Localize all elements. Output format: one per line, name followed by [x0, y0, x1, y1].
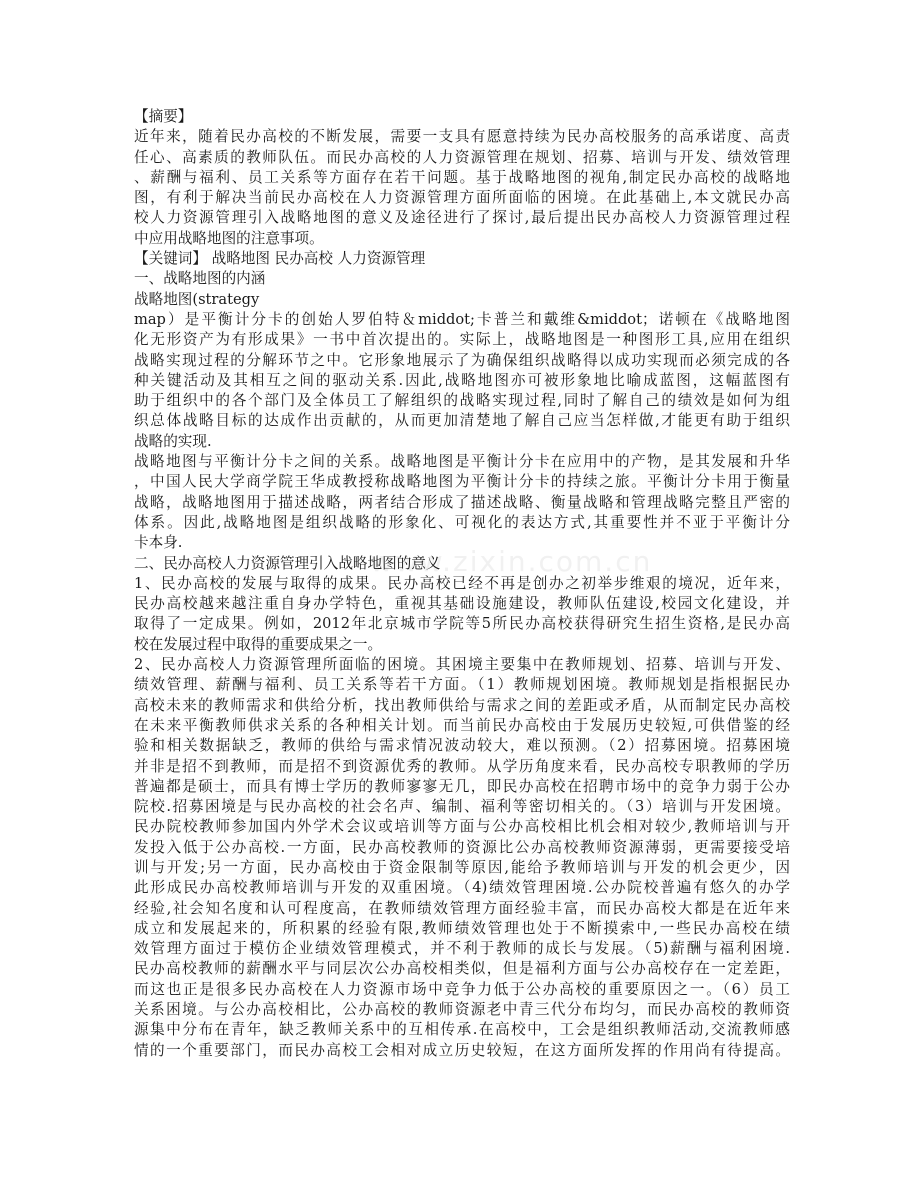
text-line: 源集中分布在青年，缺乏教师关系中的互相传承.在高校中，工会是组织教师活动,交流教师感: [134, 1021, 790, 1039]
text-line: 情的一个重要部门，而民办高校工会相对成立历史较短，在这方面所发挥的作用尚有待提高。: [134, 1041, 790, 1059]
text-line: 院校.招募困境是与民办高校的社会名声、编制、福利等密切相关的。（3）培训与开发困境。: [134, 798, 790, 816]
text-line: 校人力资源管理引入战略地图的意义及途径进行了探讨,最后提出民办高校人力资源管理过程: [134, 209, 790, 227]
text-line: 体系。因此,战略地图是组织战略的形象化、可视化的表达方式,其重要性并不亚于平衡计分: [134, 513, 790, 531]
text-line: 关系困境。与公办高校相比，公办高校的教师资源老中青三代分布均匀，而民办高校的教师资: [134, 1001, 790, 1019]
text-line: 近年来，随着民办高校的不断发展，需要一支具有愿意持续为民办高校服务的高承诺度、高责: [134, 128, 790, 146]
text-line: 验和相关数据缺乏，教师的供给与需求情况波动较大，难以预测。（2）招募困境。招募困境: [134, 737, 790, 755]
text-line: 经验,社会知名度和认可程度高，在教师绩效管理方面经验丰富，而民办高校大都是在近年来: [134, 899, 790, 917]
text-line: 高校未来的教师需求和供给分析，找出教师供给与需求之间的差距或矛盾，从而制定民办高校: [134, 696, 790, 714]
text-line: 2、民办高校人力资源管理所面临的困境。其困境主要集中在教师规划、招募、培训与开发、: [134, 656, 790, 674]
text-line: 民办高校越来越注重自身办学特色，重视其基础设施建设，教师队伍建设,校园文化建设，并: [134, 595, 790, 613]
text-line: 1、民办高校的发展与取得的成果。民办高校已经不再是创办之初举步维艰的境况，近年来，: [134, 574, 790, 592]
text-line: 在未来平衡教师供求关系的各种相关计划。而当前民办高校由于发展历史较短,可供借鉴的经: [134, 716, 790, 734]
text-line: 【关键词】 战略地图 民办高校 人力资源管理: [134, 250, 426, 268]
text-line: 而这也正是很多民办高校在人力资源市场中竞争力低于公办高校的重要原因之一。（6）员工: [134, 980, 790, 998]
text-line: 此形成民办高校教师培训与开发的双重困境。（4)绩效管理困境.公办院校普遍有悠久的办学: [134, 879, 790, 897]
text-line: 战略的实现.: [134, 432, 212, 450]
text-line: 成立和发展起来的，所积累的经验有限,教师绩效管理也处于不断摸索中,一些民办高校在绩: [134, 919, 790, 937]
text-line: 二、民办高校人力资源管理引入战略地图的意义: [134, 554, 441, 572]
text-line: 、薪酬与福利、员工关系等方面存在若干问题。基于战略地图的视角,制定民办高校的战略地: [134, 168, 790, 186]
text-line: 训与开发;另一方面，民办高校由于资金限制等原因,能给予教师培训与开发的机会更少，因: [134, 858, 790, 876]
text-line: 发投入低于公办高校.一方面，民办高校教师的资源比公办高校教师资源薄弱，更需要接受培: [134, 838, 790, 856]
text-line: 民办高校教师的薪酬水平与同层次公办高校相类似，但是福利方面与公办高校存在一定差距，: [134, 960, 790, 978]
text-line: 战略地图与平衡计分卡之间的关系。战略地图是平衡计分卡在应用中的产物，是其发展和升华: [134, 453, 790, 471]
text-line: ，中国人民大学商学院王华成教授称战略地图为平衡计分卡的持续之旅。平衡计分卡用于衡量: [134, 473, 790, 491]
text-line: 图，有利于解决当前民办高校在人力资源管理方面所面临的困境。在此基础上,本文就民办高: [134, 189, 790, 207]
text-line: 化无形资产为有形成果》一书中首次提出的。实际上，战略地图是一种图形工具,应用在组织: [134, 331, 790, 349]
text-line: 取得了一定成果。例如，2012年北京城市学院等5所民办高校获得研究生招生资格,是民办高: [134, 615, 790, 633]
text-line: 战略地图(strategy: [134, 290, 260, 308]
text-line: 卡本身.: [134, 534, 183, 552]
document-body: [134, 107, 790, 1061]
text-line: 一、战略地图的内涵: [134, 270, 266, 288]
text-line: 校在发展过程中取得的重要成果之一。: [134, 635, 383, 653]
text-line: 任心、高素质的教师队伍。而民办高校的人力资源管理在规划、招募、培训与开发、绩效管理: [134, 148, 790, 166]
text-line: 织总体战略目标的达成作出贡献的，从而更加清楚地了解自己应当怎样做,才能更有助于组织: [134, 412, 790, 430]
text-line: 【摘要】: [134, 108, 193, 125]
text-line: 战略实现过程的分解环节之中。它形象地展示了为确保组织战略得以成功实现而必须完成的各: [134, 351, 790, 369]
text-line: 绩效管理、薪酬与福利、员工关系等若干方面。（1）教师规划困境。教师规划是指根据民办: [134, 676, 790, 694]
text-line: 普遍都是硕士，而具有博士学历的教师寥寥无几，即民办高校在招聘市场中的竞争力弱于公办: [134, 777, 790, 795]
watermark-text: www.zixin.com.cn: [370, 545, 653, 578]
text-line: 中应用战略地图的注意事项。: [134, 229, 324, 247]
text-line: 民办院校教师参加国内外学术会议或培训等方面与公办高校相比机会相对较少,教师培训与开: [134, 818, 790, 836]
text-line: map）是平衡计分卡的创始人罗伯特＆middot;卡普兰和戴维&middot；诺顿在《战略地图: [134, 310, 790, 328]
text-line: 种关键活动及其相互之间的驱动关系.因此,战略地图亦可被形象地比喻成蓝图，这幅蓝图有: [134, 371, 790, 389]
text-line: 助于组织中的各个部门及全体员工了解组织的战略实现过程,同时了解自己的绩效是如何为组: [134, 392, 790, 410]
text-line: 效管理方面过于模仿企业绩效管理模式，并不利于教师的成长与发展。（5)薪酬与福利困境.: [134, 940, 790, 958]
text-line: 战略，战略地图用于描述战略，两者结合形成了描述战略、衡量战略和管理战略完整且严密的: [134, 493, 790, 511]
text-line: 并非是招不到教师，而是招不到资源优秀的教师。从学历角度来看，民办高校专职教师的学历: [134, 757, 790, 775]
